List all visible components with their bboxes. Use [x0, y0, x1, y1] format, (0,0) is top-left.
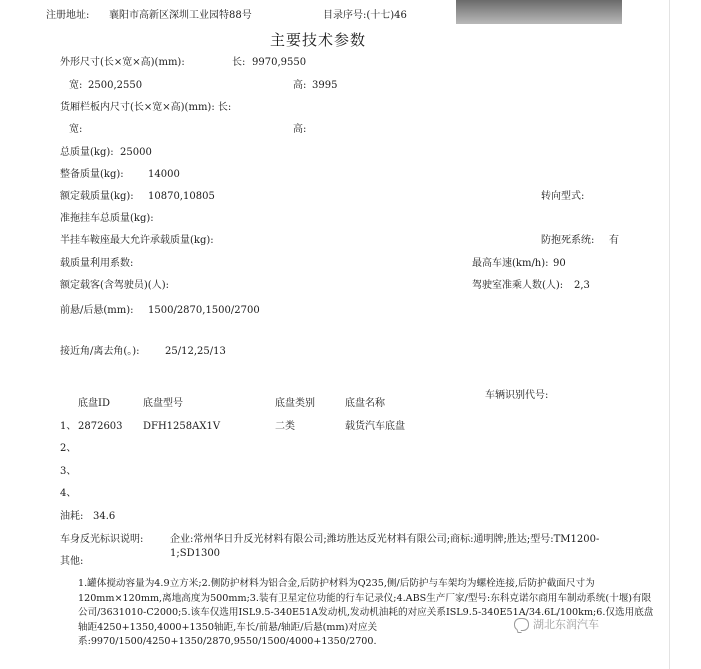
watermark-text: 湖北东润汽车 [533, 618, 599, 631]
height-label: 高: [293, 80, 307, 91]
overhang-label: 前悬/后悬(mm): [60, 305, 134, 316]
watermark [514, 616, 599, 632]
cab-seats-label: 驾驶室准乘人数(人): [472, 280, 564, 291]
length-value: 9970,9550 [252, 57, 307, 68]
length-label: 长: [232, 57, 246, 68]
curb-mass-label: 整备质量(kg): [60, 169, 124, 180]
steering-label: 转向型式: [541, 191, 585, 202]
chassis-header-id: 底盘ID [78, 398, 110, 409]
other-label: 其他: [60, 556, 84, 567]
rated-load-value: 10870,10805 [148, 191, 215, 202]
address-label: 注册地址: [46, 10, 90, 21]
chassis-header-name: 底盘名称 [345, 398, 385, 409]
max-speed-label: 最高车速(km/h): [472, 258, 549, 269]
reflective-label: 车身反光标识说明: [60, 534, 144, 545]
page-edge-line [669, 0, 670, 669]
abs-label: 防抱死系统: [541, 235, 595, 246]
width-value: 2500,2550 [88, 80, 143, 91]
cargo-height-label: 高: [293, 124, 307, 135]
reflective-value-line2: 1;SD1300 [170, 548, 221, 559]
rated-load-label: 额定载质量(kg): [60, 191, 134, 202]
chassis-row-name: 载货汽车底盘 [345, 421, 405, 432]
vin-label: 车辆识别代号: [485, 390, 549, 401]
chassis-row-category: 二类 [275, 421, 295, 432]
load-utilization-label: 载质量利用系数: [60, 258, 134, 269]
chassis-row-id: 2872603 [78, 421, 123, 432]
gross-mass-label: 总质量(kg): [60, 147, 114, 158]
width-label: 宽: [69, 80, 83, 91]
curb-mass-value: 14000 [148, 169, 180, 180]
other-notes: 1.罐体搅动容量为4.9立方米;2.侧防护材料为铝合金,后防护材料为Q235,侧/后防护与车架均为螺栓连接,后防护截面尺寸为120mm×120mm,离地高度为500mm;3.装有卫星定位功能的行车记录仪;4.ABS生产厂家/型号:东科克诺尔商用车制动系统(十堰)有限公司/3631010-C2000;5.该车仅选用ISL9.5-340E51A发动机,发动机油耗的对应关系ISL9.5-340E51A/34.6L/100km;6.仅选用底盘轴距4250+1350,4000+1350轴距,车长/前悬/轴距/后悬(mm)对应关系:9970/1500/4250+1350/2870,9550/1500/4000+1350/2700. [78, 578, 654, 647]
chassis-row-index: 1、 [60, 421, 77, 432]
height-value: 3995 [312, 80, 338, 91]
approach-angle-value: 25/12,25/13 [165, 346, 226, 357]
chat-bubble-icon [514, 618, 529, 631]
chassis-row-model: DFH1258AX1V [143, 421, 221, 432]
chassis-header-category: 底盘类别 [275, 398, 315, 409]
vehicle-photo-strip [456, 0, 622, 24]
chassis-header-model: 底盘型号 [143, 398, 183, 409]
fuel-consumption-value: 34.6 [93, 511, 116, 522]
fuel-consumption-label: 油耗: [60, 511, 84, 522]
overhang-value: 1500/2870,1500/2700 [148, 305, 260, 316]
address-value: 襄阳市高新区深圳工业园特88号 [109, 10, 252, 21]
approach-angle-label: 接近角/离去角(。): [60, 346, 140, 357]
catalog-number: 目录序号:(十七)46 [323, 10, 407, 21]
cab-seats-value: 2,3 [574, 280, 590, 291]
reflective-value-line1: 企业:常州华日升反光材料有限公司;潍坊胜达反光材料有限公司;商标:通明牌;胜达;型号:TM1200- [170, 534, 600, 545]
cargo-dims-label: 货厢栏板内尺寸(长×宽×高)(mm): 长: [60, 102, 232, 113]
dims-label: 外形尺寸(长×宽×高)(mm): [60, 57, 185, 68]
rated-passengers-label: 额定载客(含驾驶员)(人): [60, 280, 169, 291]
saddle-load-label: 半挂车鞍座最大允许承载质量(kg): [60, 235, 214, 246]
cargo-width-label: 宽: [69, 124, 83, 135]
abs-value: 有 [609, 235, 619, 246]
chassis-row-index: 3、 [60, 466, 77, 477]
page-title: 主要技术参数 [270, 31, 367, 49]
trailer-mass-label: 准拖挂车总质量(kg): [60, 213, 154, 224]
chassis-row-index: 2、 [60, 443, 77, 454]
gross-mass-value: 25000 [120, 147, 152, 158]
max-speed-value: 90 [553, 258, 566, 269]
chassis-row-index: 4、 [60, 488, 77, 499]
